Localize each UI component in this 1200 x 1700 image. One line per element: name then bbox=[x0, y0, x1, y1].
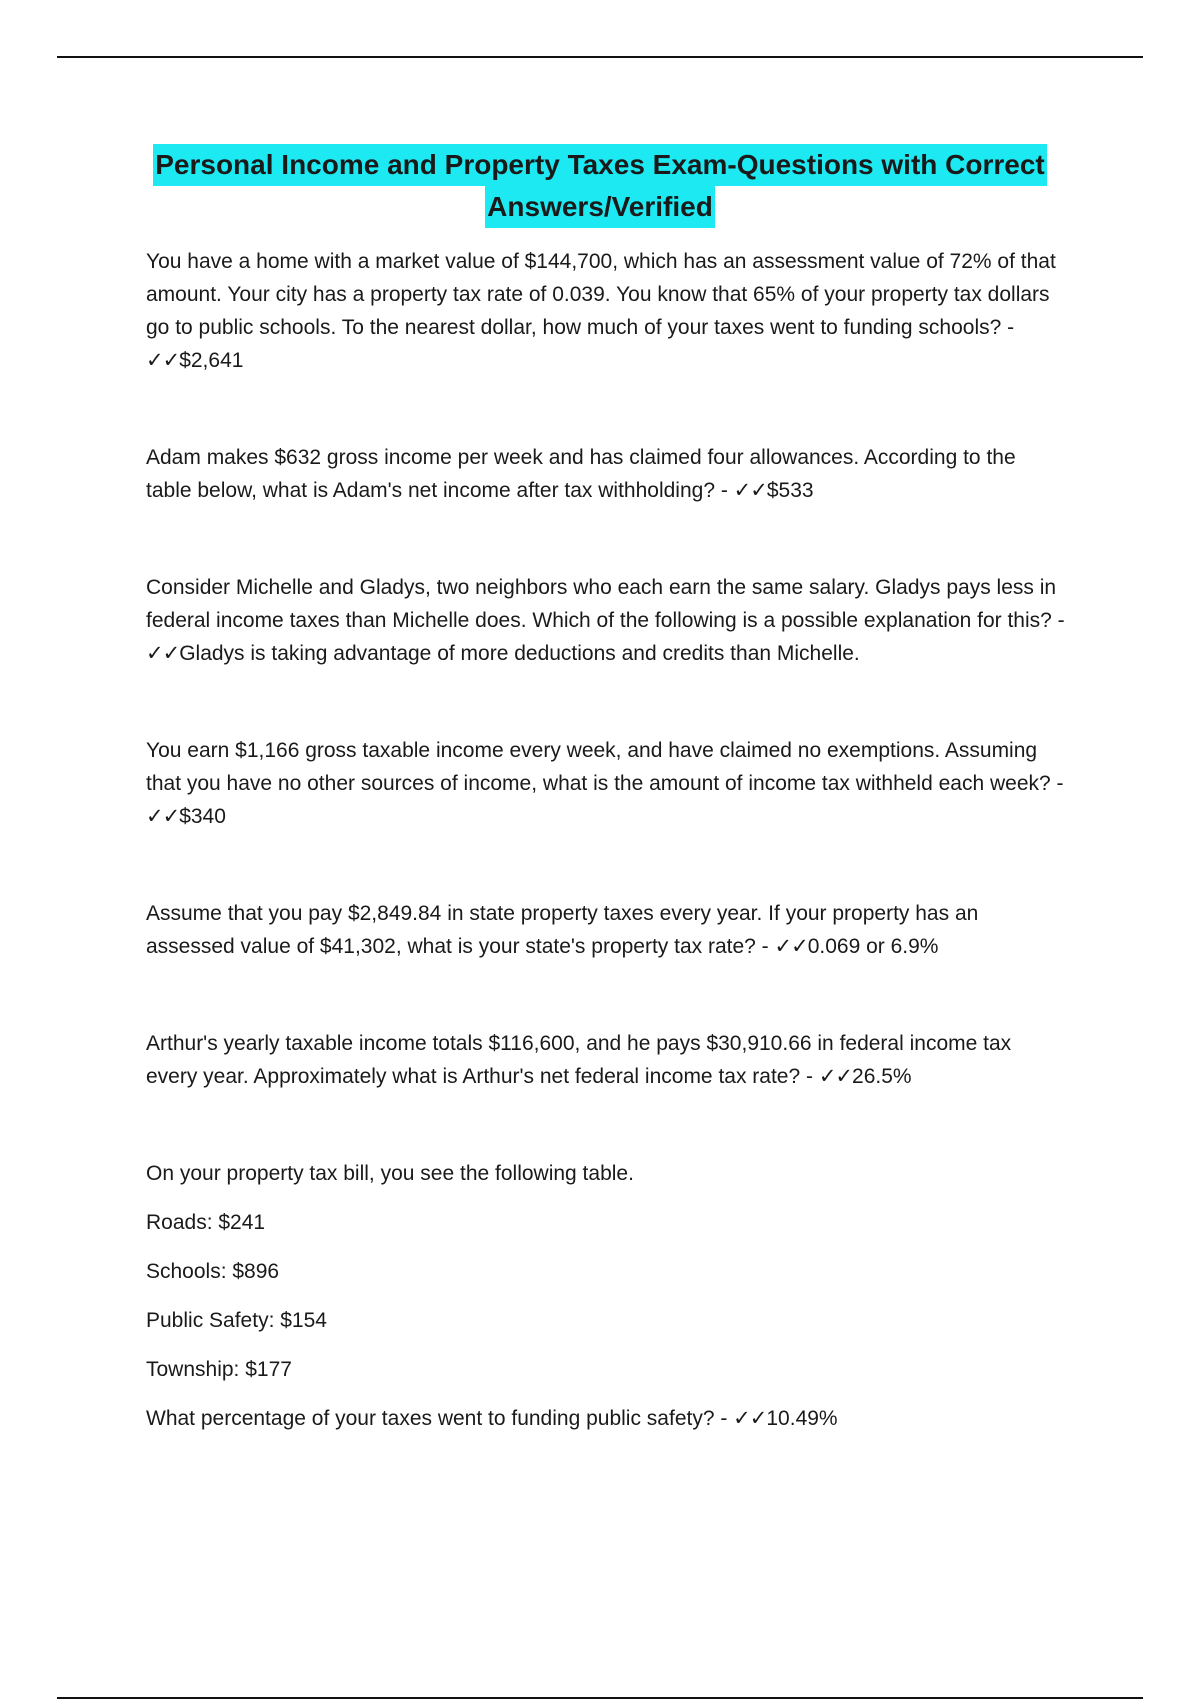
tax-table-question bbox=[146, 1157, 1066, 1435]
qa-item bbox=[146, 897, 1066, 963]
document-title bbox=[0, 144, 1200, 228]
table-row-roads: Roads: $241 bbox=[146, 1211, 266, 1234]
answer-text: $533 bbox=[766, 479, 814, 502]
qa-item bbox=[146, 1027, 1066, 1093]
title-line-1: Personal Income and Property Taxes Exam-Questions with Correct bbox=[153, 144, 1047, 186]
answer-text: 0.069 or 6.9% bbox=[807, 935, 939, 958]
answer-text: Gladys is taking advantage of more deductions and credits than Michelle. bbox=[179, 642, 860, 665]
title-line-2: Answers/Verified bbox=[485, 186, 715, 228]
document-body bbox=[146, 245, 1066, 1451]
answer-text: 10.49% bbox=[766, 1407, 838, 1430]
qa-item bbox=[146, 571, 1066, 670]
table-row-public-safety: Public Safety: $154 bbox=[146, 1309, 327, 1332]
answer-text: $2,641 bbox=[179, 349, 244, 372]
table-row-schools: Schools: $896 bbox=[146, 1260, 280, 1283]
bottom-rule bbox=[57, 1697, 1143, 1699]
question-text: Consider Michelle and Gladys, two neighbors who each earn the same salary. Gladys pays less in federal income taxes than Michelle does. Which of the following is a possible explanation for this? - bbox=[146, 576, 1065, 632]
double-check-icon: ✓✓ bbox=[818, 1064, 853, 1088]
qa-item bbox=[146, 245, 1066, 377]
double-check-icon: ✓✓ bbox=[733, 1406, 767, 1430]
answer-text: 26.5% bbox=[852, 1065, 912, 1088]
double-check-icon: ✓✓ bbox=[774, 934, 808, 958]
double-check-icon: ✓✓ bbox=[733, 478, 767, 502]
table-intro: On your property tax bill, you see the following table. bbox=[146, 1162, 634, 1185]
question-text: Arthur's yearly taxable income totals $116,600, and he pays $30,910.66 in federal income tax every year. Approximately what is Arthur's net federal income tax rate? - bbox=[146, 1032, 1012, 1088]
table-row-township: Township: $177 bbox=[146, 1358, 292, 1381]
qa-item bbox=[146, 1402, 1066, 1435]
double-check-icon: ✓✓ bbox=[146, 348, 180, 372]
question-text: You have a home with a market value of $144,700, which has an assessment value of 72% of that amount. Your city has a property tax rate of 0.039. You know that 65% of your property tax dollars go to public schools. To the nearest dollar, how much of your taxes went to funding schools? - bbox=[146, 250, 1056, 339]
qa-item bbox=[146, 441, 1066, 507]
question-text: What percentage of your taxes went to funding public safety? - bbox=[146, 1407, 734, 1430]
double-check-icon: ✓✓ bbox=[146, 641, 180, 665]
qa-item bbox=[146, 734, 1066, 833]
question-text: Assume that you pay $2,849.84 in state property taxes every year. If your property has an assessed value of $41,302, what is your state's property tax rate? - bbox=[146, 902, 979, 958]
double-check-icon: ✓✓ bbox=[146, 804, 180, 828]
top-rule bbox=[57, 56, 1143, 58]
question-text: Adam makes $632 gross income per week and has claimed four allowances. According to the table below, what is Adam's net income after tax withholding? - bbox=[146, 446, 1016, 502]
answer-text: $340 bbox=[179, 805, 226, 828]
question-text: You earn $1,166 gross taxable income every week, and have claimed no exemptions. Assuming that you have no other sources of income, what is the amount of income tax withheld each week? - bbox=[146, 739, 1064, 795]
